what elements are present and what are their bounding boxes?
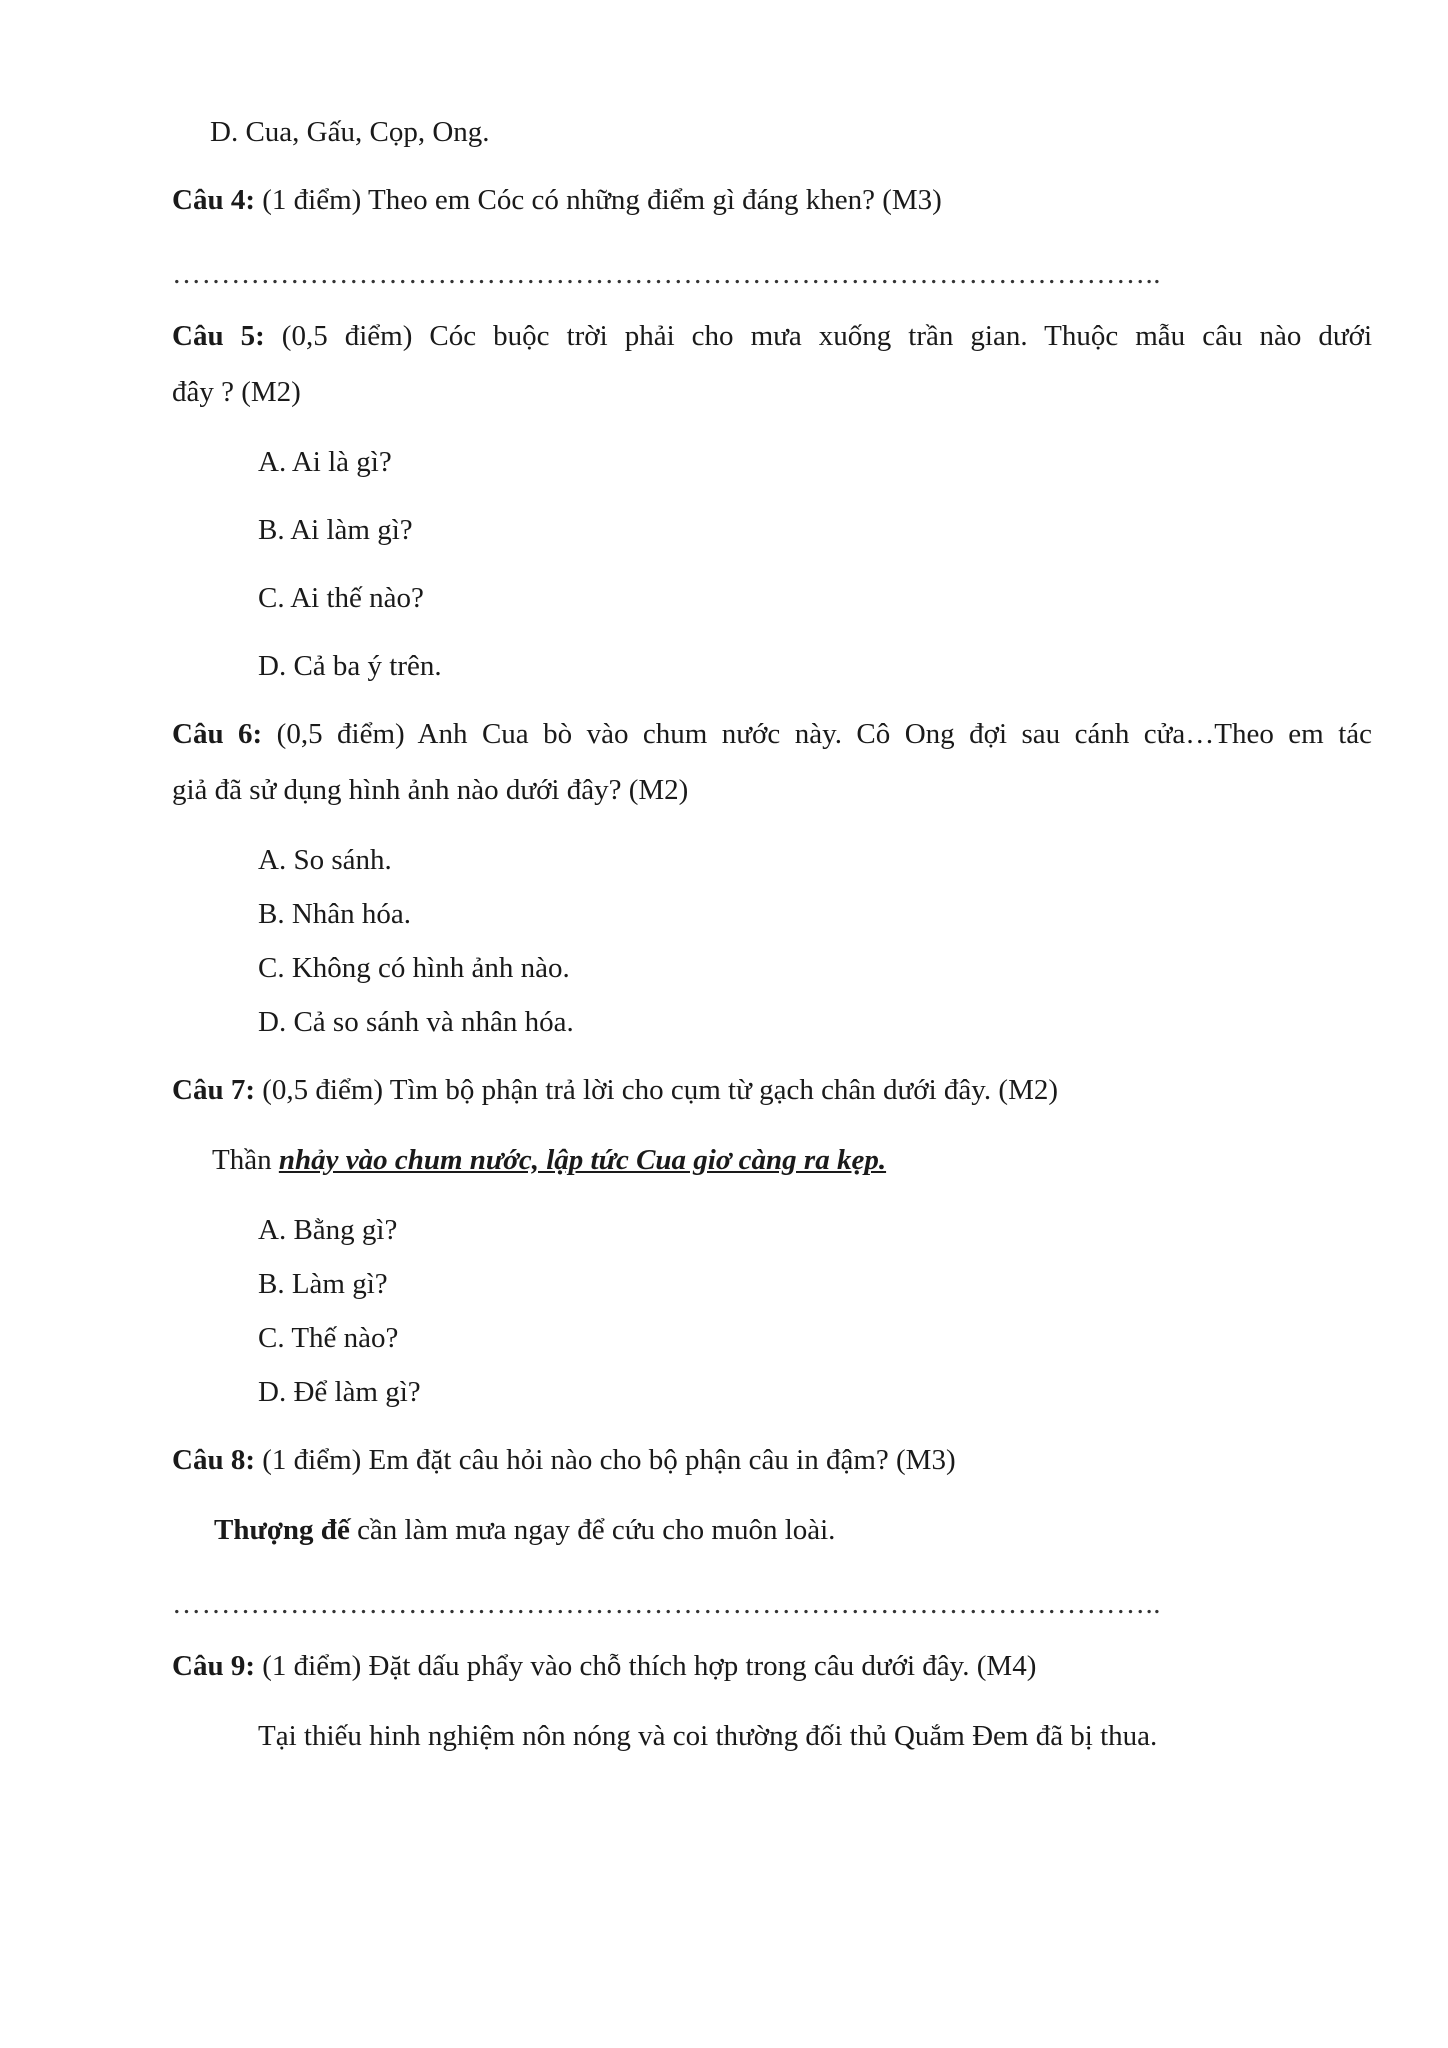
question-6-continued: giả đã sử dụng hình ảnh nào dưới đây? (M2) bbox=[172, 774, 689, 806]
q3-option-d: D. Cua, Gấu, Cọp, Ong. bbox=[210, 116, 490, 148]
question-text: (1 điểm) Theo em Cóc có những điểm gì đáng khen? (M3) bbox=[254, 184, 942, 216]
q7-sentence bbox=[212, 1142, 886, 1178]
q7-option-c[interactable]: C. Thế nào? bbox=[258, 1322, 399, 1354]
q6-option-d[interactable]: D. Cả so sánh và nhân hóa. bbox=[258, 1006, 574, 1038]
question-text: (0,5 điểm) Tìm bộ phận trả lời cho cụm từ gạch chân dưới đây. (M2) bbox=[254, 1074, 1059, 1106]
sentence-prefix: Thần bbox=[212, 1144, 279, 1176]
sentence-rest: cần làm mưa ngay để cứu cho muôn loài. bbox=[349, 1514, 836, 1546]
question-text: (1 điểm) Đặt dấu phẩy vào chỗ thích hợp trong câu dưới đây. (M4) bbox=[254, 1650, 1037, 1682]
question-text: (0,5 điểm) Cóc buộc trời phải cho mưa xuống trần gian. Thuộc mẫu câu nào dưới bbox=[264, 320, 1372, 352]
question-9 bbox=[172, 1648, 1036, 1684]
question-text: (1 điểm) Em đặt câu hỏi nào cho bộ phận câu in đậm? (M3) bbox=[254, 1444, 956, 1476]
bold-subject: Thượng đế bbox=[214, 1514, 350, 1546]
question-label: Câu 9: bbox=[172, 1650, 255, 1682]
question-7 bbox=[172, 1072, 1058, 1108]
q7-option-b[interactable]: B. Làm gì? bbox=[258, 1268, 388, 1300]
q5-option-d[interactable]: D. Cả ba ý trên. bbox=[258, 650, 442, 682]
question-label: Câu 7: bbox=[172, 1074, 255, 1106]
q6-option-b[interactable]: B. Nhân hóa. bbox=[258, 898, 412, 930]
q7-option-a[interactable]: A. Bằng gì? bbox=[258, 1214, 398, 1246]
underlined-phrase: nhảy vào chum nước, lập tức Cua giơ càng ra kẹp. bbox=[278, 1144, 887, 1176]
question-8 bbox=[172, 1442, 956, 1478]
question-label: Câu 6: bbox=[172, 718, 263, 750]
q8-answer-line[interactable]: ……………………………………………………………………………………….. bbox=[172, 1588, 1161, 1620]
question-label: Câu 8: bbox=[172, 1444, 255, 1476]
q6-option-c[interactable]: C. Không có hình ảnh nào. bbox=[258, 952, 570, 984]
question-label: Câu 5: bbox=[172, 320, 265, 352]
question-6 bbox=[172, 716, 1372, 752]
question-label: Câu 4: bbox=[172, 184, 255, 216]
question-text: (0,5 điểm) Anh Cua bò vào chum nước này. Cô Ong đợi sau cánh cửa…Theo em tác bbox=[262, 718, 1372, 750]
q9-sentence: Tại thiếu hinh nghiệm nôn nóng và coi thường đối thủ Quắm Đem đã bị thua. bbox=[258, 1720, 1158, 1752]
q5-option-a[interactable]: A. Ai là gì? bbox=[258, 446, 392, 478]
question-5 bbox=[172, 318, 1372, 354]
q8-sentence bbox=[214, 1512, 835, 1548]
q5-option-c[interactable]: C. Ai thế nào? bbox=[258, 582, 424, 614]
q4-answer-line[interactable]: ……………………………………………………………………………………….. bbox=[172, 258, 1161, 290]
question-5-continued: đây ? (M2) bbox=[172, 376, 301, 408]
q5-option-b[interactable]: B. Ai làm gì? bbox=[258, 514, 413, 546]
q6-option-a[interactable]: A. So sánh. bbox=[258, 844, 392, 876]
question-4 bbox=[172, 182, 942, 218]
q7-option-d[interactable]: D. Để làm gì? bbox=[258, 1376, 421, 1408]
